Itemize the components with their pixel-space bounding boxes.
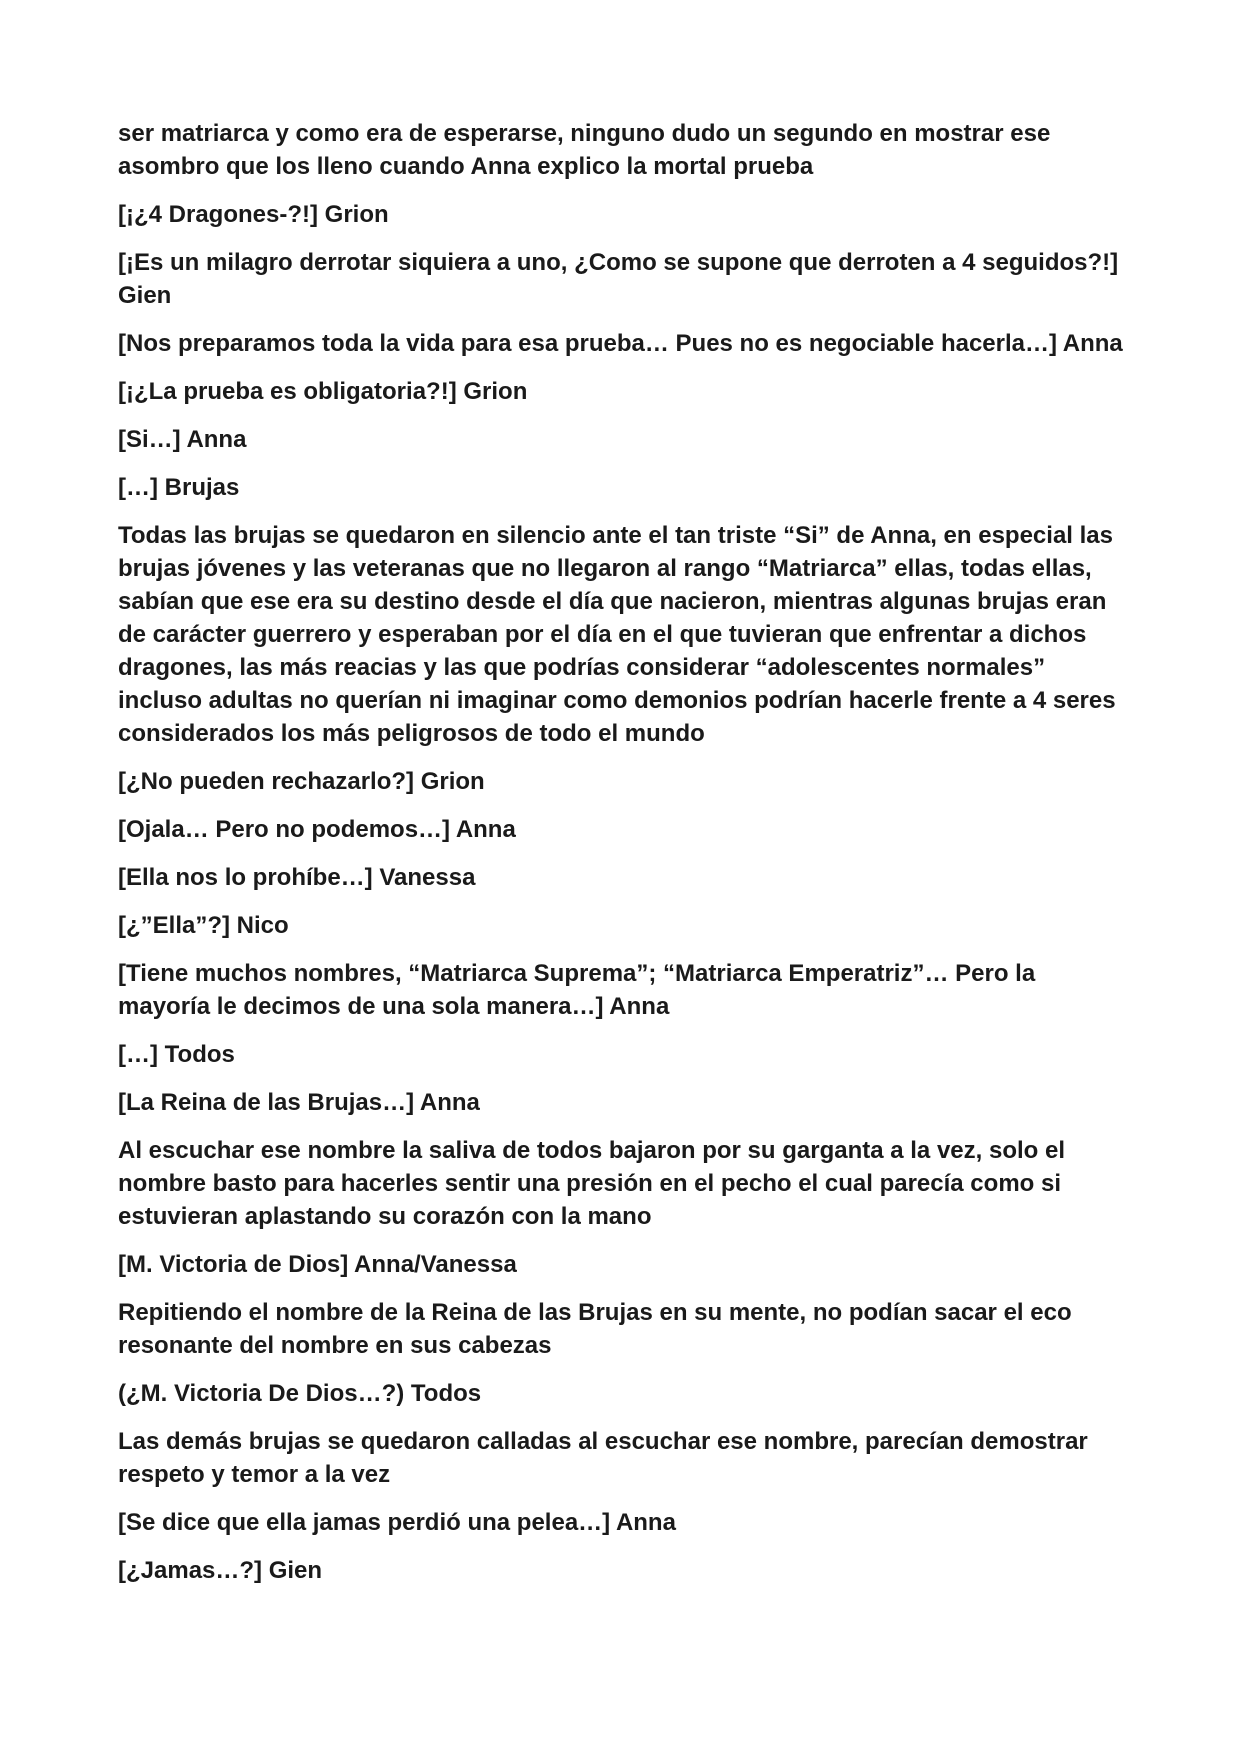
paragraph: [Se dice que ella jamas perdió una pelea…] Anna	[118, 1509, 676, 1536]
paragraph: [M. Victoria de Dios] Anna/Vanessa	[118, 1251, 517, 1278]
paragraph: Las demás brujas se quedaron calladas al escuchar ese nombre, parecían demostrar respeto y temor a la vez	[118, 1428, 1088, 1488]
paragraph: [¿No pueden rechazarlo?] Grion	[118, 768, 485, 795]
paragraph: [¡¿4 Dragones-?!] Grion	[118, 201, 389, 228]
paragraph: [¡Es un milagro derrotar siquiera a uno, ¿Como se supone que derroten a 4 seguidos?!] Gien	[118, 249, 1119, 309]
paragraph: ser matriarca y como era de esperarse, ninguno dudo un segundo en mostrar ese asombro que los lleno cuando Anna explico la mortal prueba	[118, 120, 1051, 180]
paragraph: [Ojala… Pero no podemos…] Anna	[118, 816, 516, 843]
paragraph: [La Reina de las Brujas…] Anna	[118, 1089, 480, 1116]
paragraph: (¿M. Victoria De Dios…?) Todos	[118, 1380, 482, 1407]
paragraph: [Nos preparamos toda la vida para esa prueba… Pues no es negociable hacerla…] Anna	[118, 330, 1123, 357]
paragraph: Al escuchar ese nombre la saliva de todos bajaron por su garganta a la vez, solo el nombre basto para hacerles sentir una presión en el pecho el cual parecía como si estuvieran aplastando su corazón con la mano	[118, 1137, 1065, 1230]
paragraph: […] Brujas	[118, 474, 240, 501]
paragraph: [Si…] Anna	[118, 426, 247, 453]
paragraph: [Ella nos lo prohíbe…] Vanessa	[118, 864, 476, 891]
document-page	[118, 117, 1128, 1602]
paragraph: [¿Jamas…?] Gien	[118, 1557, 323, 1584]
paragraph: [¿”Ella”?] Nico	[118, 912, 289, 939]
paragraph: Repitiendo el nombre de la Reina de las Brujas en su mente, no podían sacar el eco resonante del nombre en sus cabezas	[118, 1299, 1072, 1359]
paragraph: Todas las brujas se quedaron en silencio ante el tan triste “Si” de Anna, en especial las brujas jóvenes y las veteranas que no llegaron al rango “Matriarca” ellas, todas ellas, sabían que ese era su destino desde el día que nacieron, mientras algunas brujas eran de carácter guerrero y esperaban por el día en el que tuvieran que enfrentar a dichos dragones, las más reacias y las que podrías considerar “adolescentes normales” incluso adultas no querían ni imaginar como demonios podrían hacerle frente a 4 seres considerados los más peligrosos de todo el mundo	[118, 522, 1116, 747]
paragraph: […] Todos	[118, 1041, 235, 1068]
paragraph: [Tiene muchos nombres, “Matriarca Suprema”; “Matriarca Emperatriz”… Pero la mayoría le decimos de una sola manera…] Anna	[118, 960, 1036, 1020]
paragraph: [¡¿La prueba es obligatoria?!] Grion	[118, 378, 528, 405]
